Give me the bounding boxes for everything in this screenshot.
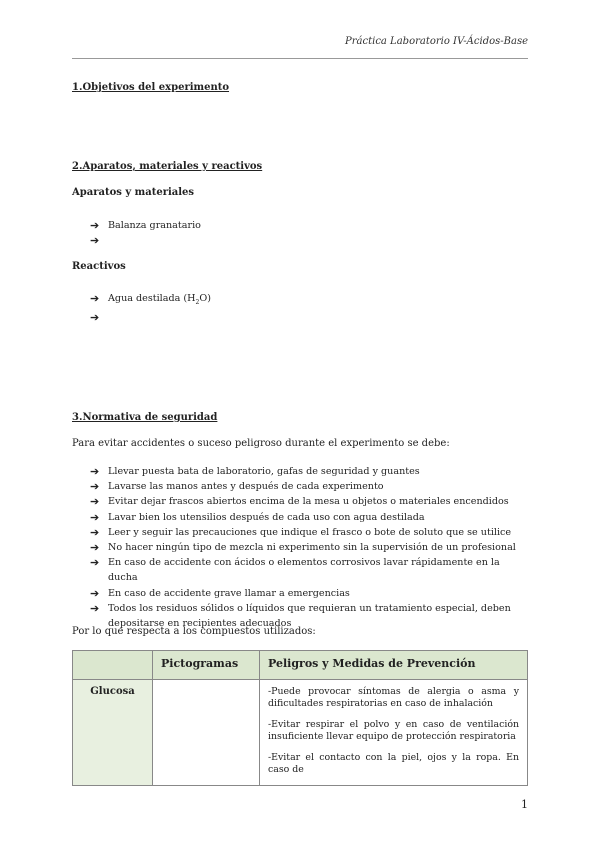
row-label-glucosa: Glucosa <box>73 680 153 786</box>
hazard-text: -Puede provocar síntomas de alergia o asma y dificultades respiratorias en caso de inhalación <box>268 686 519 709</box>
table-row <box>73 680 528 786</box>
table-header-pictograms: Pictogramas <box>153 651 260 680</box>
hazards-cell <box>260 680 528 786</box>
page-header-title: Práctica Laboratorio IV-Ácidos-Base <box>345 36 528 47</box>
list-item: ➔ Agua destilada $(H_2O)$ <box>90 292 211 306</box>
hazard-text: -Evitar respirar el polvo y en caso de ventilación insuficiente llevar equipo de protección respiratoria <box>268 719 519 742</box>
safety-rules-list <box>90 464 530 631</box>
list-item: ➔ Todos los residuos sólidos o líquidos que requieran un tratamiento especial, deben depositarse en recipientes adecuados <box>90 601 511 630</box>
arrow-icon: ➔ <box>90 219 100 232</box>
arrow-icon: ➔ <box>90 525 100 539</box>
list-item: ➔ Llevar puesta bata de laboratorio, gafas de seguridad y guantes <box>90 465 420 478</box>
arrow-icon: ➔ <box>90 510 100 524</box>
arrow-icon: ➔ <box>90 586 100 600</box>
section-2-title: 2.Aparatos, materiales y reactivos <box>72 161 263 172</box>
list-item: ➔ Leer y seguir las precauciones que indique el frasco o bote de soluto que se utilice <box>90 525 512 539</box>
safety-table <box>72 650 528 786</box>
reagents-subtitle: Reactivos <box>72 261 126 272</box>
reagents-list <box>90 291 530 325</box>
arrow-icon: ➔ <box>90 601 100 615</box>
arrow-icon: ➔ <box>90 495 100 509</box>
page-number: 1 <box>521 798 528 811</box>
list-item: ➔ Evitar dejar frascos abiertos encima de la mesa u objetos o materiales encendidos <box>90 495 509 509</box>
arrow-icon: ➔ <box>90 311 100 325</box>
arrow-icon: ➔ <box>90 541 100 555</box>
header-divider <box>72 58 528 59</box>
arrow-icon: ➔ <box>90 556 100 570</box>
pictogram-cell <box>153 680 260 786</box>
table-header-row <box>73 651 528 680</box>
arrow-icon: ➔ <box>90 480 100 494</box>
arrow-icon: ➔ <box>90 234 100 248</box>
table-header-hazards: Peligros y Medidas de Prevención <box>260 651 528 680</box>
section-3-title: 3.Normativa de seguridad <box>72 412 218 423</box>
safety-intro: Para evitar accidentes o suceso peligroso durante el experimento se debe: <box>72 438 450 449</box>
apparatus-subtitle: Aparatos y materiales <box>72 187 195 198</box>
list-item: ➔ Lavar bien los utensilios después de cada uso con agua destilada <box>90 510 425 524</box>
compounds-intro: Por lo que respecta a los compuestos utilizados: <box>72 626 316 637</box>
list-item: ➔ No hacer ningún tipo de mezcla ni experimento sin la supervisión de un profesional <box>90 541 516 555</box>
apparatus-list <box>90 218 530 248</box>
list-item: ➔ Balanza granatario <box>90 219 201 232</box>
hazard-text: -Evitar el contacto con la piel, ojos y la ropa. En caso de <box>268 752 519 775</box>
list-item: ➔ En caso de accidente con ácidos o elementos corrosivos lavar rápidamente en la ducha <box>90 556 500 584</box>
list-item: ➔ En caso de accidente grave llamar a emergencias <box>90 586 350 600</box>
arrow-icon: ➔ <box>90 292 100 305</box>
arrow-icon: ➔ <box>90 465 100 478</box>
table-header-empty <box>73 651 153 680</box>
list-item: ➔ Lavarse las manos antes y después de cada experimento <box>90 480 384 494</box>
section-1-title: 1.Objetivos del experimento <box>72 82 230 93</box>
